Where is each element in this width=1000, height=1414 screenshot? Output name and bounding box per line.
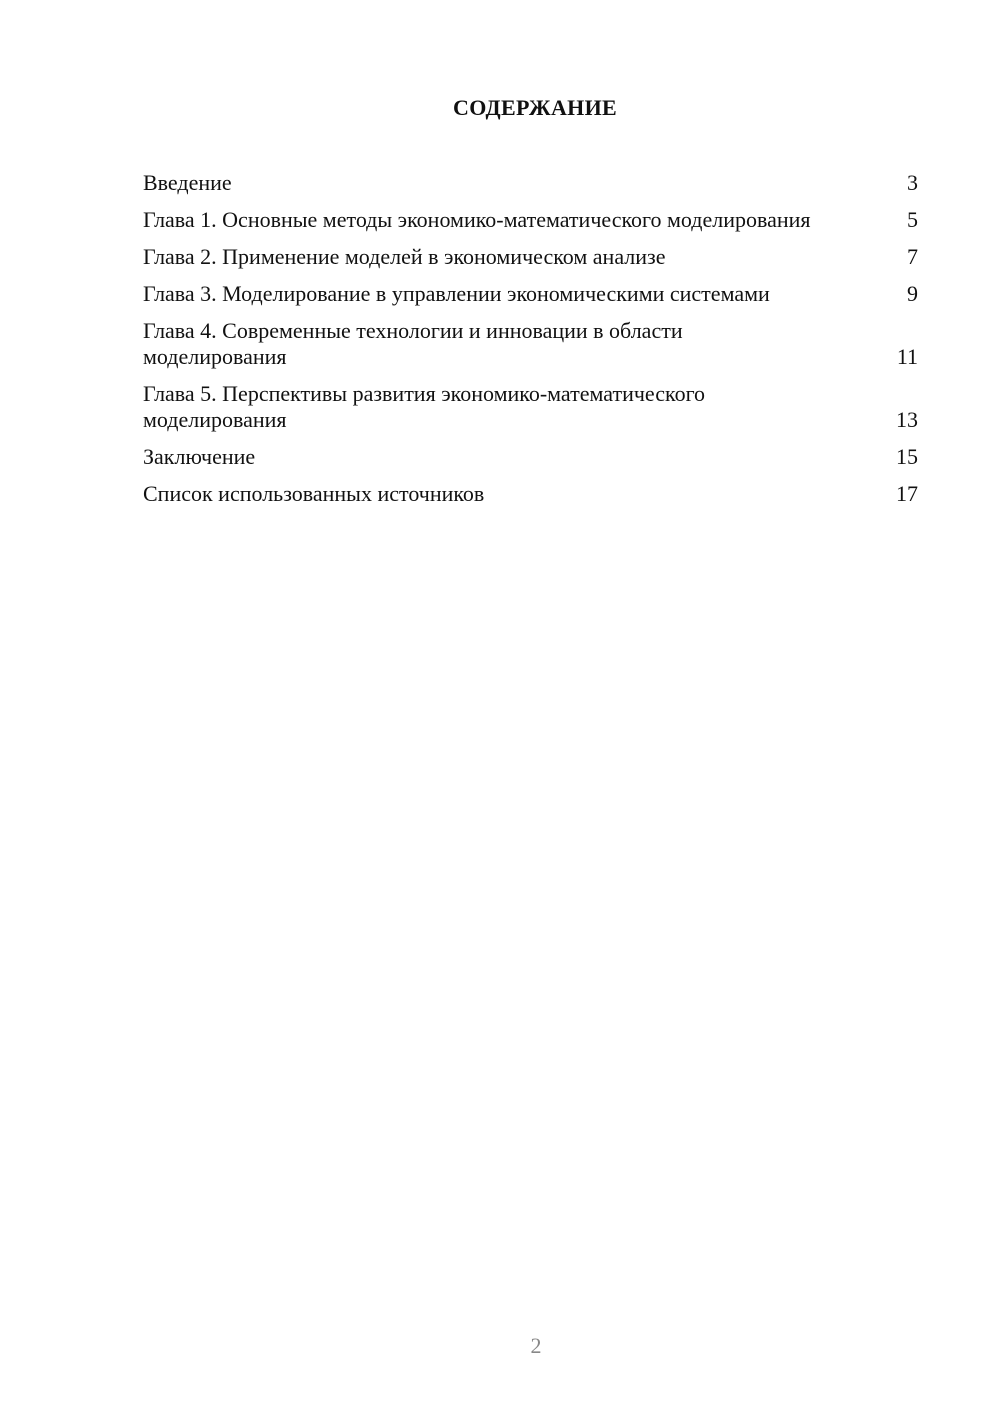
- toc-entry-title: Глава 5. Перспективы развития экономико-математического моделирования: [143, 381, 706, 432]
- toc-entry-title: Список использованных источников: [143, 481, 485, 506]
- toc-heading: СОДЕРЖАНИЕ: [453, 95, 617, 120]
- toc-entry-chapter-2: [143, 244, 918, 270]
- toc-entry-title: Заключение: [143, 444, 256, 469]
- toc-entry-introduction: [143, 170, 918, 196]
- toc-entry-title: Глава 4. Современные технологии и инновации в области моделирования: [143, 318, 683, 369]
- toc-entry-chapter-5: [143, 381, 918, 433]
- toc-entry-page: 11: [896, 344, 918, 369]
- toc-entry-references: [143, 481, 918, 507]
- toc-entry-chapter-1: [143, 207, 918, 233]
- toc-entry-title: Глава 2. Применение моделей в экономическом анализе: [143, 244, 666, 269]
- toc-entry-chapter-4: [143, 318, 918, 370]
- table-of-contents: [143, 170, 918, 518]
- toc-entry-page: 9: [907, 281, 918, 306]
- toc-entry-page: 17: [896, 481, 918, 506]
- page-number: 2: [530, 1333, 542, 1358]
- toc-entry-page: 5: [907, 207, 918, 232]
- toc-entry-chapter-3: [143, 281, 918, 307]
- toc-entry-conclusion: [143, 444, 918, 470]
- toc-entry-page: 3: [907, 170, 918, 195]
- toc-entry-page: 13: [896, 407, 918, 432]
- toc-entry-title: Введение: [143, 170, 232, 195]
- toc-entry-title: Глава 1. Основные методы экономико-математического моделирования: [143, 207, 811, 232]
- toc-entry-page: 7: [907, 244, 918, 269]
- toc-entry-title: Глава 3. Моделирование в управлении экономическими системами: [143, 281, 770, 306]
- toc-entry-page: 15: [896, 444, 918, 469]
